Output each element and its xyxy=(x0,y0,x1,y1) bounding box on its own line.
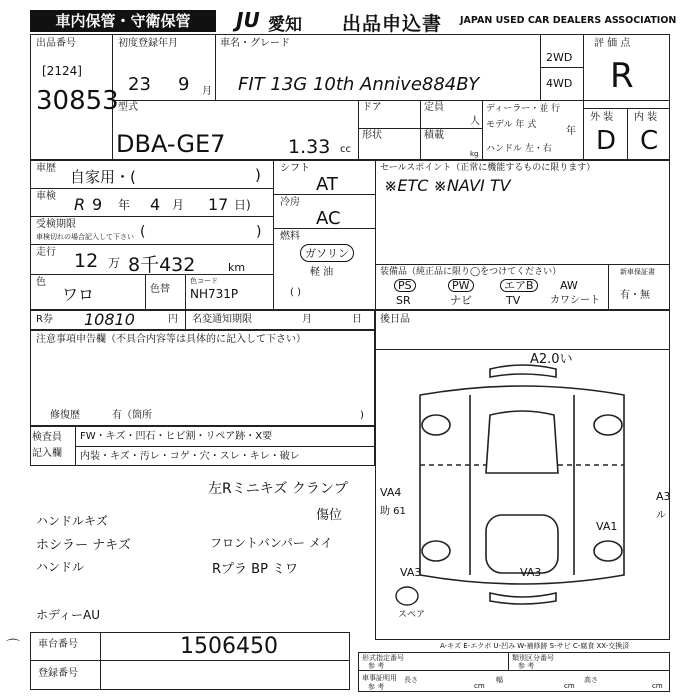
newcar-label: 新車保証書 xyxy=(620,268,655,276)
shift-value: AT xyxy=(316,174,338,195)
ju-logo: JU xyxy=(236,8,260,32)
hw-note-1: 左Rミニキズ クランプ xyxy=(208,481,348,497)
year-unit: 年 xyxy=(566,126,576,137)
grade-ext-label: 外 装 xyxy=(590,112,614,123)
selling-value: ※ETC ※NAVI TV xyxy=(384,176,511,195)
equip-item: AW xyxy=(560,279,578,292)
damage-legend: A-キズ E-エクボ U-凹み W-補修跡 S-サビ C-腐食 XX-交換済 xyxy=(440,642,630,650)
type-num-ref: 参 考 xyxy=(368,662,385,670)
form-title: 出品申込書 xyxy=(342,13,443,35)
reception-open: ( xyxy=(140,224,146,240)
shape-label: 形状 xyxy=(362,130,382,141)
hw-va3b: VA3 xyxy=(520,566,542,579)
lot-label: 出品番号 xyxy=(36,38,76,49)
model-year-label: モデル 年 式 xyxy=(486,120,537,130)
color-code: NH731P xyxy=(190,287,239,301)
inspection-day: 17 xyxy=(208,195,229,214)
load-label: 積載 xyxy=(424,130,444,141)
inspection-year: 9 xyxy=(92,195,103,214)
dealer-label: ディーラー・並 行 xyxy=(486,104,561,114)
reception-close: ) xyxy=(256,224,262,240)
inspection-day-unit: 日) xyxy=(234,198,251,212)
inspector-row-1: FW・キズ・凹石・ヒビ割・リペア跡・X要 xyxy=(80,431,273,442)
grade-int: C xyxy=(640,126,659,156)
coupon-label: R券 xyxy=(36,314,53,325)
mileage-rest: 8千432 xyxy=(128,254,196,276)
header-box-title: 車内保管・守衛保管 xyxy=(30,10,216,32)
equip-label: 装備品（純正品に限り◯をつけてください） xyxy=(380,267,562,277)
hw-va4: VA4 xyxy=(380,486,402,499)
spare-tire-icon xyxy=(394,584,420,608)
history-label: 車歴 xyxy=(36,163,56,174)
fuel-other: ( ) xyxy=(290,287,301,298)
handle-label: ハンドル 左・右 xyxy=(486,144,552,154)
hw-note-2: 傷位 xyxy=(316,508,343,523)
height-unit: cm xyxy=(652,682,663,690)
equip-item: ナビ xyxy=(450,294,472,307)
equip-item: カワシート xyxy=(550,295,600,306)
inspection-month: 4 xyxy=(150,195,161,214)
equip-item: TV xyxy=(506,294,521,307)
notice-month: 月 xyxy=(302,314,312,325)
drive-2wd: 2WD xyxy=(546,51,573,64)
type-value: DBA-GE7 xyxy=(116,130,226,158)
chassis-value: 1506450 xyxy=(180,634,278,659)
association-name: JAPAN USED CAR DEALERS ASSOCIATION xyxy=(460,15,677,26)
capacity-unit: 人 xyxy=(470,116,480,127)
history-close: ) xyxy=(255,166,261,184)
hw-va1: VA1 xyxy=(596,520,618,533)
repair-label: 修復歴 xyxy=(50,410,80,421)
mileage-man: 12 xyxy=(74,250,99,272)
hw-note-8: ホディーAU xyxy=(36,608,101,622)
inspection-month-unit: 月 xyxy=(172,198,185,212)
inspection-era: R xyxy=(74,195,86,214)
hw-va3a: VA3 xyxy=(400,566,422,579)
equip-item: PW xyxy=(448,279,474,292)
newcar-value: 有・無 xyxy=(620,290,650,301)
aircon-value: AC xyxy=(316,208,341,229)
color-change-label: 色替 xyxy=(150,284,170,295)
door-label: ドア xyxy=(362,102,382,113)
inspector-label-1: 検査員 xyxy=(32,432,62,443)
lot-bracket: [2124] xyxy=(42,64,82,78)
width-label: 幅 xyxy=(496,676,503,684)
cert-label: 車事証明用 xyxy=(362,674,397,682)
hw-note-6: ハンドル xyxy=(36,560,85,574)
coupon-value: 10810 xyxy=(84,310,135,329)
model-value: FIT 13G 10th Annive884BY xyxy=(238,74,480,95)
fuel-label: 燃料 xyxy=(280,231,300,242)
aircon-label: 冷房 xyxy=(280,197,300,208)
mileage-man-unit: 万 xyxy=(108,256,121,270)
load-unit: kg xyxy=(470,150,479,158)
grade-label: 評 価 点 xyxy=(594,38,631,49)
hw-note-5: フロントバンパー メイ xyxy=(210,536,333,550)
spare-label: スペア xyxy=(398,610,426,620)
notice-label: 名変通知期限 xyxy=(192,314,252,325)
grade-ext: D xyxy=(596,126,617,156)
fuel-diesel: 軽 油 xyxy=(310,267,334,278)
equip-item: エアB xyxy=(500,279,538,292)
hw-a3b: ル xyxy=(656,510,666,521)
equip-item: SR xyxy=(396,294,411,307)
hw-va4b: 助 61 xyxy=(380,506,406,517)
reg-year: 23 xyxy=(128,74,151,95)
capacity-label: 定員 xyxy=(424,102,444,113)
grade-int-label: 内 装 xyxy=(634,112,658,123)
class-num-label: 類別区分番号 xyxy=(512,654,554,662)
displacement: 1.33 xyxy=(288,136,331,158)
mileage-label: 走行 xyxy=(36,247,56,258)
after-date-label: 後日品 xyxy=(380,314,410,325)
length-unit: cm xyxy=(474,682,485,690)
hw-damage-a: A2.0い xyxy=(530,352,573,367)
equip-grid xyxy=(380,279,606,309)
equip-item: PS xyxy=(394,279,416,292)
hw-note-3: ハンドルキズ xyxy=(36,514,108,528)
hw-a3: A3 xyxy=(656,490,671,503)
notice-day: 日 xyxy=(352,314,362,325)
hw-corner-mark: ⌒ xyxy=(6,639,20,655)
repair-value: 有（箇所 xyxy=(112,410,152,421)
displacement-unit: cc xyxy=(340,144,351,155)
reg-month: 9 xyxy=(178,74,190,95)
org-name: 愛知 xyxy=(268,15,302,35)
lot-number: 30853 xyxy=(36,86,119,116)
after-date-box xyxy=(375,310,670,350)
mileage-unit: km xyxy=(228,261,246,274)
type-num-label: 形式指定番号 xyxy=(362,654,404,662)
notes-label: 注意事項申告欄（不具合内容等は具体的に記入して下さい） xyxy=(36,334,306,345)
reception-note: 車検切れの場合記入して下さい xyxy=(36,233,134,241)
height-label: 高さ xyxy=(584,676,598,684)
color-code-label: 色コード xyxy=(190,277,218,285)
chassis-label: 車台番号 xyxy=(38,639,78,650)
fuel-gas: ガソリン xyxy=(300,244,354,262)
color-label: 色 xyxy=(36,277,46,288)
inspector-row-2: 内装・キズ・汚レ・コゲ・穴・スレ・キレ・破レ xyxy=(80,451,300,462)
coupon-unit: 円 xyxy=(168,314,178,325)
hw-note-7: Rプラ BP ミワ xyxy=(212,562,299,577)
inspector-label-2: 記入欄 xyxy=(32,448,62,459)
reg-month-unit: 月 xyxy=(202,86,212,97)
grade-value: R xyxy=(610,56,634,96)
width-unit: cm xyxy=(564,682,575,690)
hw-note-4: ホシラー ナキズ xyxy=(36,538,131,553)
repair-close: ) xyxy=(360,410,364,421)
registration-label: 登録番号 xyxy=(38,668,78,679)
model-label: 車名・グレード xyxy=(220,38,290,49)
selling-label: セールスポイント（正常に機能するものに限ります） xyxy=(380,163,596,173)
length-label: 長さ xyxy=(404,676,418,684)
reception-label: 受検期限 xyxy=(36,219,76,230)
shift-label: シフト xyxy=(280,163,310,174)
history-value: 自家用・( xyxy=(70,168,136,186)
type-label: 型式 xyxy=(118,102,138,113)
cert-ref: 参 考 xyxy=(368,683,385,691)
drive-4wd: 4WD xyxy=(546,77,573,90)
reg-label: 初度登録年月 xyxy=(118,38,178,49)
class-num-ref: 参 考 xyxy=(518,662,535,670)
inspection-year-unit: 年 xyxy=(118,198,131,212)
inspection-label: 車検 xyxy=(36,191,56,202)
color-value: ワロ xyxy=(62,285,95,304)
